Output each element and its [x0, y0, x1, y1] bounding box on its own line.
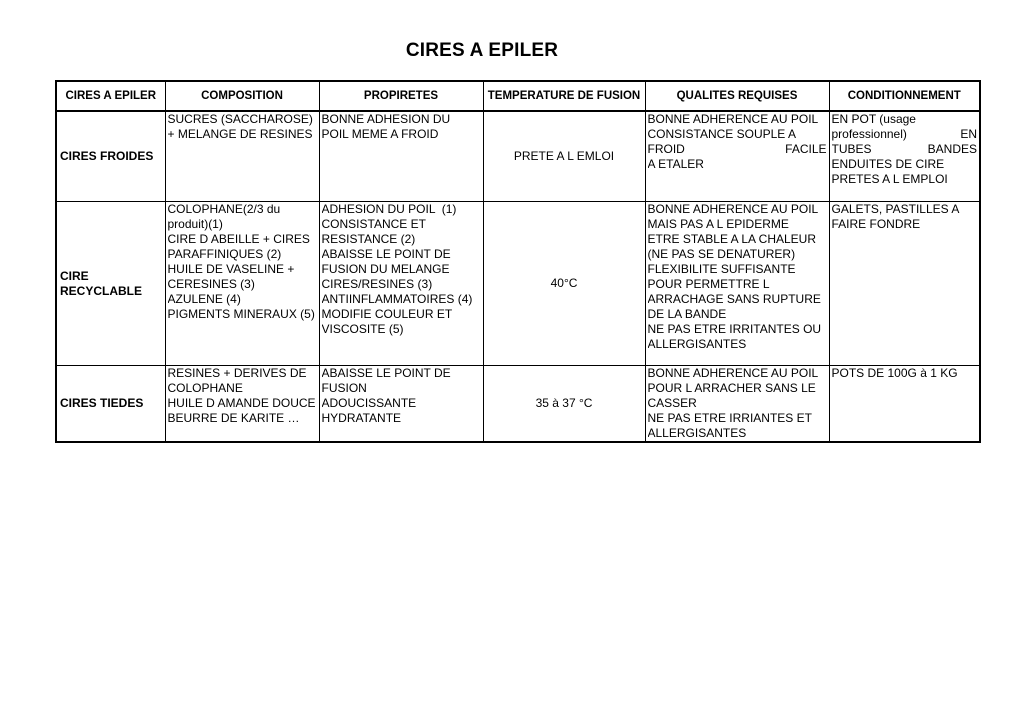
cell-line: FUSION — [321, 381, 367, 395]
cell-line: A ETALER — [647, 157, 704, 171]
cell-line: CERESINES (3) — [167, 277, 255, 291]
cell-line: ARRACHAGE SANS RUPTURE — [647, 292, 821, 306]
cell-line: FROID FACILE — [647, 142, 827, 156]
packaging-cell — [829, 202, 980, 366]
qualities-cell — [645, 111, 829, 202]
cell-line: EN POT (usage — [831, 112, 916, 126]
cell-line: (NE PAS SE DENATURER) — [647, 247, 796, 261]
cell-line: VISCOSITE (5) — [321, 322, 404, 336]
cell-line: professionnel) EN — [831, 127, 977, 141]
cell-line: GALETS, PASTILLES A — [831, 202, 960, 216]
cell-line: FUSION DU MELANGE — [321, 262, 450, 276]
cell-line: PARAFFINIQUES (2) — [167, 247, 282, 261]
table-header-row — [56, 81, 980, 111]
composition-cell — [165, 366, 319, 443]
packaging-cell — [829, 366, 980, 443]
cell-line: + MELANGE DE RESINES — [167, 127, 313, 141]
cell-line: PRETES A L EMPLOI — [831, 172, 948, 186]
cell-line: ADHESION DU POIL (1) — [321, 202, 457, 216]
properties-cell — [319, 366, 483, 443]
header-packaging: CONDITIONNEMENT — [829, 81, 980, 111]
cell-line: COLOPHANE — [167, 381, 243, 395]
cell-line: CIRE D ABEILLE + CIRES — [167, 232, 310, 246]
cell-line: HYDRATANTE — [321, 411, 402, 425]
table-row — [56, 366, 980, 443]
cell-line: COLOPHANE(2/3 du — [167, 202, 281, 216]
header-composition: COMPOSITION — [165, 81, 319, 111]
cell-line: CIRES/RESINES (3) — [321, 277, 433, 291]
cell-line: ABAISSE LE POINT DE — [321, 247, 451, 261]
cell-line: CASSER — [647, 396, 697, 410]
cell-line: TUBES BANDES — [831, 142, 977, 156]
table-row — [56, 202, 980, 366]
cell-line: NE PAS ETRE IRRIANTES ET — [647, 411, 812, 425]
qualities-cell — [645, 202, 829, 366]
cell-line: BONNE ADHESION DU — [321, 112, 451, 126]
header-wax-type: CIRES A EPILER — [56, 81, 165, 111]
cell-line: ADOUCISSANTE — [321, 396, 417, 410]
temperature-cell: PRETE A L EMLOI — [483, 111, 645, 202]
document-title: CIRES A EPILER — [405, 40, 559, 61]
cell-line: MODIFIE COULEUR ET — [321, 307, 453, 321]
cell-line: ABAISSE LE POINT DE — [321, 366, 451, 380]
qualities-cell — [645, 366, 829, 443]
cell-line: BONNE ADHERENCE AU POIL — [647, 202, 819, 216]
cell-line: POUR PERMETTRE L — [647, 277, 770, 291]
temperature-cell: 35 à 37 °C — [483, 366, 645, 443]
cell-line: PIGMENTS MINERAUX (5) — [167, 307, 315, 321]
cell-line: MAIS PAS A L EPIDERME — [647, 217, 789, 231]
properties-cell — [319, 111, 483, 202]
cell-line: ALLERGISANTES — [647, 337, 747, 351]
cell-line: POIL MEME A FROID — [321, 127, 439, 141]
cell-line: RESISTANCE (2) — [321, 232, 416, 246]
cell-line: CONSISTANCE ET — [321, 217, 426, 231]
cell-line: ENDUITES DE CIRE — [831, 157, 945, 171]
cell-line: AZULENE (4) — [167, 292, 241, 306]
cell-line: ANTIINFLAMMATOIRES (4) — [321, 292, 473, 306]
header-melting-temperature: TEMPERATURE DE FUSION — [483, 81, 645, 111]
cell-line: BONNE ADHERENCE AU POIL — [647, 366, 819, 380]
composition-cell — [165, 202, 319, 366]
table-row — [56, 111, 980, 202]
cell-line: DE LA BANDE — [647, 307, 727, 321]
cell-line: POTS DE 100G à 1 KG — [831, 366, 958, 380]
cell-line: RESINES + DERIVES DE — [167, 366, 307, 380]
cell-line: CONSISTANCE SOUPLE A — [647, 127, 796, 141]
row-label: CIRES TIEDES — [56, 366, 165, 443]
cell-line: SUCRES (SACCHAROSE) — [167, 112, 313, 126]
properties-cell — [319, 202, 483, 366]
header-properties: PROPIRETES — [319, 81, 483, 111]
cell-line: BEURRE DE KARITE … — [167, 411, 300, 425]
cell-line: ALLERGISANTES — [647, 426, 747, 440]
cell-line: HUILE DE VASELINE + — [167, 262, 295, 276]
cell-line: HUILE D AMANDE DOUCE — [167, 396, 316, 410]
packaging-cell — [829, 111, 980, 202]
row-label: CIRE RECYCLABLE — [56, 202, 165, 366]
header-required-qualities: QUALITES REQUISES — [645, 81, 829, 111]
cell-line: ETRE STABLE A LA CHALEUR — [647, 232, 817, 246]
cell-line: BONNE ADHERENCE AU POIL — [647, 112, 819, 126]
cell-line: produit)(1) — [167, 217, 223, 231]
wax-comparison-table — [55, 80, 981, 443]
row-label: CIRES FROIDES — [56, 111, 165, 202]
cell-line: NE PAS ETRE IRRITANTES OU — [647, 322, 822, 336]
cell-line: FAIRE FONDRE — [831, 217, 921, 231]
cell-line: POUR L ARRACHER SANS LE — [647, 381, 816, 395]
composition-cell — [165, 111, 319, 202]
cell-line: FLEXIBILITE SUFFISANTE — [647, 262, 796, 276]
temperature-cell: 40°C — [483, 202, 645, 366]
